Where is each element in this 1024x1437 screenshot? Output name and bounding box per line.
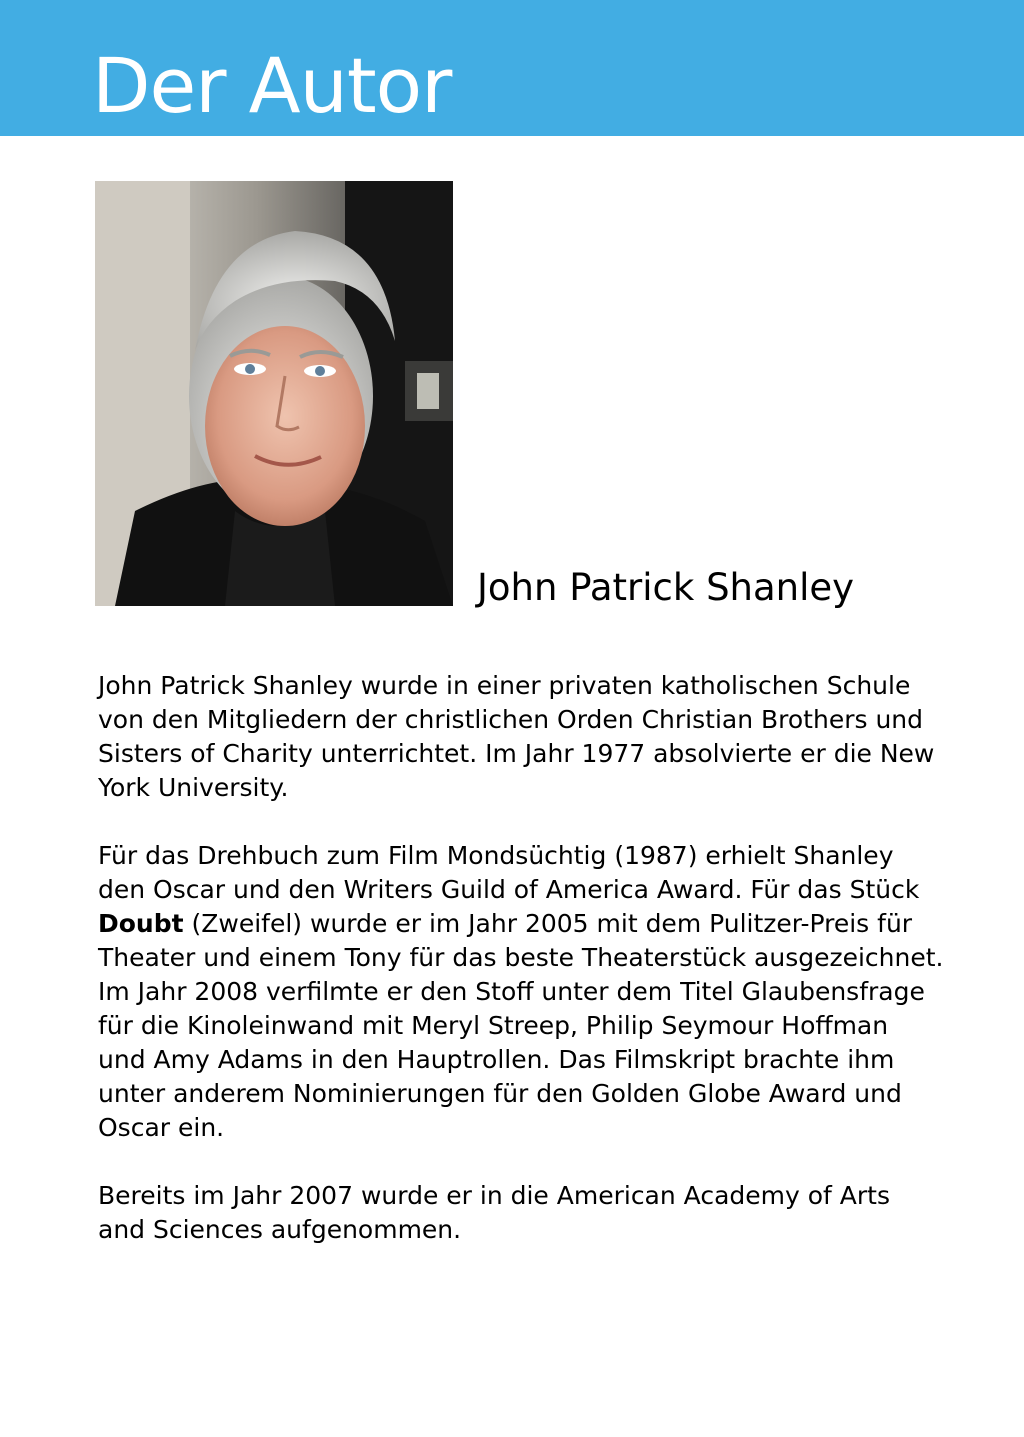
header-bar (0, 0, 1024, 136)
play-title-bold: Doubt (98, 909, 184, 938)
bio-line: York University. (98, 773, 289, 802)
bio-line: Sisters of Charity unterrichtet. Im Jahr 1977 absolvierte er die New (98, 739, 935, 768)
bio-line: Oscar ein. (98, 1113, 225, 1142)
bio-paragraph (98, 1179, 958, 1247)
bio-line: den Oscar und den Writers Guild of America Award. Für das Stück (98, 875, 920, 904)
bio-line: Für das Drehbuch zum Film Mondsüchtig (1987) erhielt Shanley (98, 841, 894, 870)
author-name: John Patrick Shanley (477, 566, 855, 609)
bio-paragraph (98, 839, 958, 1145)
bio-line (98, 907, 958, 941)
bio-line: and Sciences aufgenommen. (98, 1215, 462, 1244)
bio-line: und Amy Adams in den Hauptrollen. Das Filmskript brachte ihm (98, 1045, 895, 1074)
bio-paragraph (98, 669, 958, 805)
bio-line: Bereits im Jahr 2007 wurde er in die American Academy of Arts (98, 1181, 890, 1210)
bio-line: für die Kinoleinwand mit Meryl Streep, Philip Seymour Hoffman (98, 1011, 889, 1040)
page-title: Der Autor (92, 41, 452, 130)
bio-line: John Patrick Shanley wurde in einer privaten katholischen Schule (98, 671, 911, 700)
author-biography (98, 669, 958, 1281)
bio-line: unter anderem Nominierungen für den Golden Globe Award und (98, 1079, 902, 1108)
bio-line: Im Jahr 2008 verfilmte er den Stoff unter dem Titel Glaubensfrage (98, 977, 925, 1006)
bio-line-rest: (Zweifel) wurde er im Jahr 2005 mit dem Pulitzer-Preis für (183, 909, 913, 938)
bio-line: von den Mitgliedern der christlichen Orden Christian Brothers und (98, 705, 924, 734)
bio-line: Theater und einem Tony für das beste Theaterstück ausgezeichnet. (98, 943, 944, 972)
portrait-image (95, 181, 453, 606)
author-portrait (95, 181, 453, 606)
